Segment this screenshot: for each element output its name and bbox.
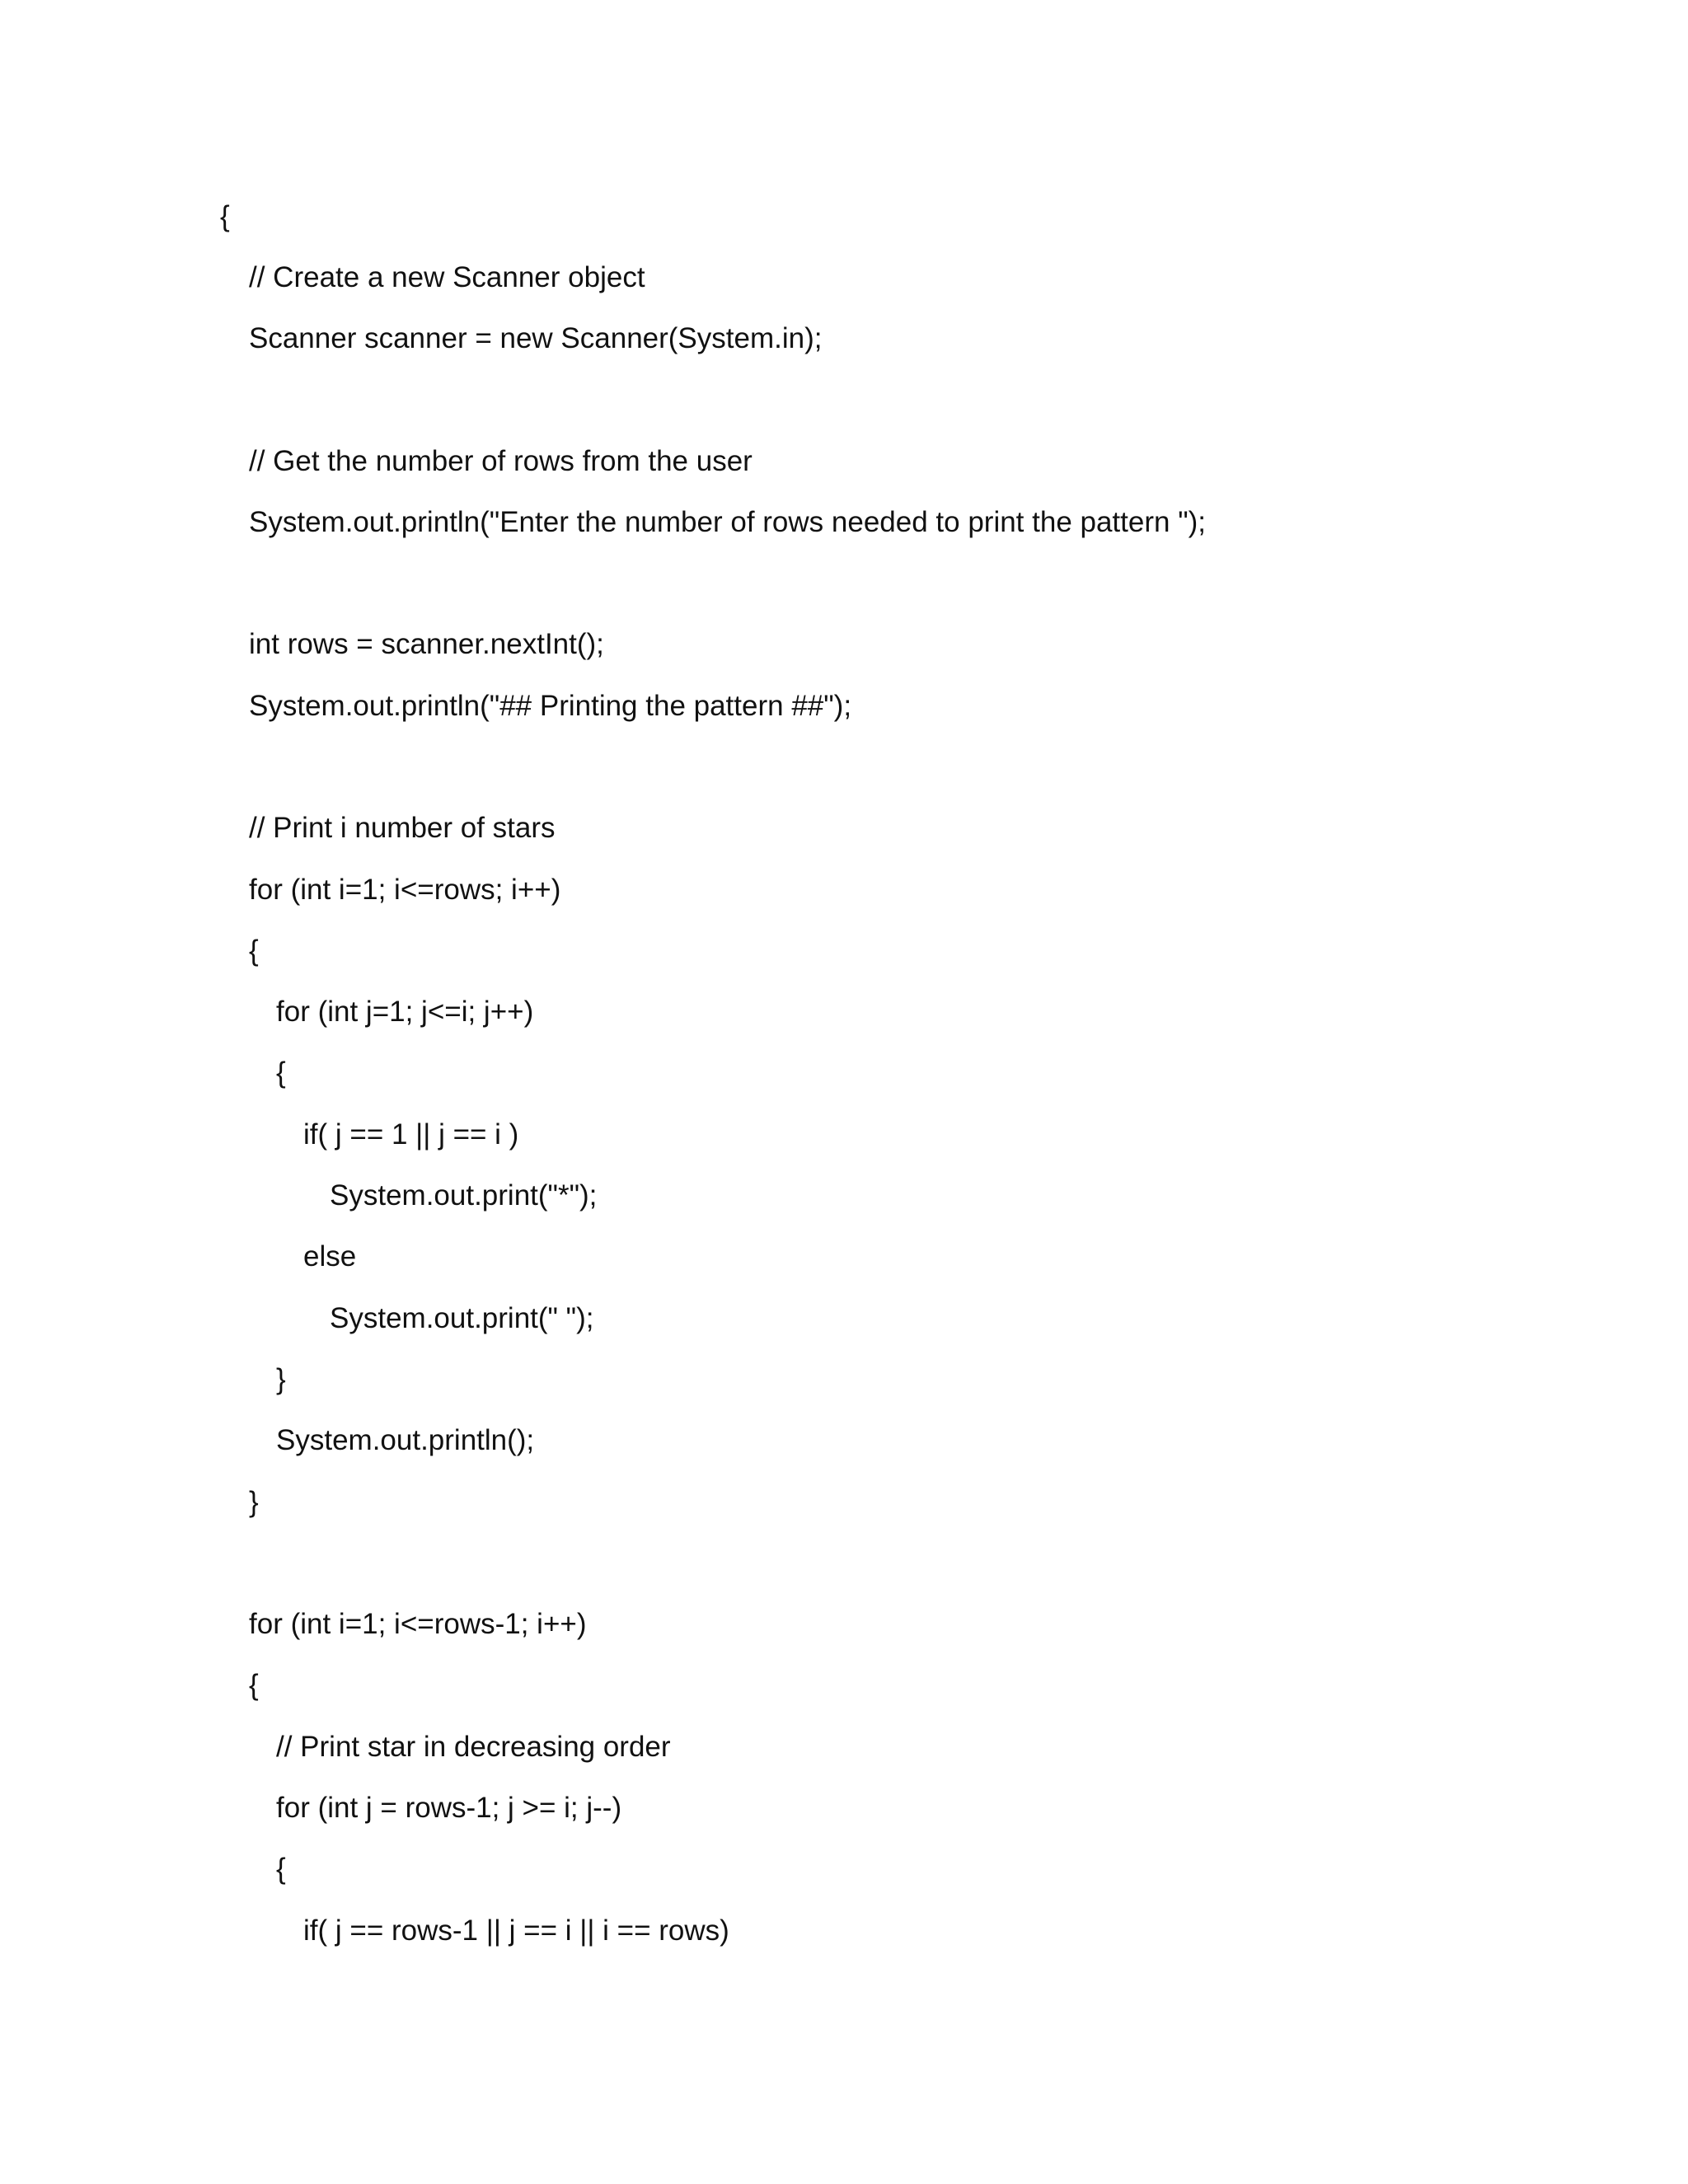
code-line: // Create a new Scanner object [249,261,645,293]
code-line: for (int i=1; i<=rows; i++) [249,874,561,906]
code-line: System.out.print("*"); [330,1179,598,1212]
code-line: } [276,1363,286,1395]
code-line: int rows = scanner.nextInt(); [249,628,604,660]
code-line: if( j == 1 || j == i ) [303,1118,519,1151]
code-line: { [276,1853,286,1885]
code-line: if( j == rows-1 || j == i || i == rows) [303,1915,729,1947]
code-line: System.out.println(); [276,1424,535,1456]
code-line: { [276,1057,286,1089]
code-line: System.out.println("Enter the number of rows needed to print the pattern "); [249,506,1206,538]
code-line: Scanner scanner = new Scanner(System.in); [249,322,823,354]
code-line: for (int j=1; j<=i; j++) [276,996,534,1028]
code-line: else [303,1240,357,1272]
code-line: } [249,1486,259,1518]
code-line: { [249,1669,259,1701]
code-line: System.out.println("## Printing the pattern ##"); [249,690,852,722]
code-line: { [249,935,259,967]
code-line: // Get the number of rows from the user [249,445,753,477]
code-line: // Print i number of stars [249,812,556,844]
code-line: // Print star in decreasing order [276,1731,671,1763]
code-line: for (int j = rows-1; j >= i; j--) [276,1792,622,1824]
code-line: { [220,200,230,232]
code-line: for (int i=1; i<=rows-1; i++) [249,1608,587,1640]
code-line: System.out.print(" "); [330,1302,594,1334]
